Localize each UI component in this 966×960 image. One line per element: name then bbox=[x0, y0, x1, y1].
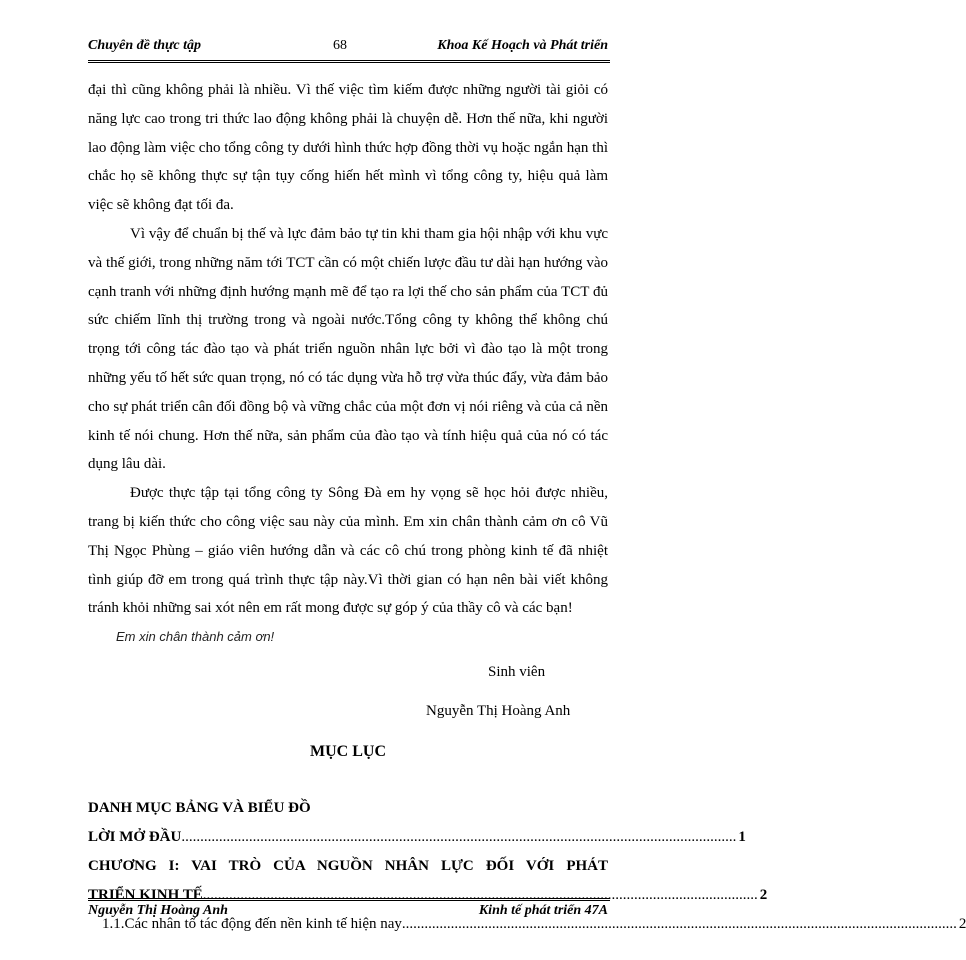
footer-author: Nguyễn Thị Hoàng Anh bbox=[88, 903, 228, 918]
toc-entry-section-1-1[interactable]: 1.1.Các nhân tố tác động đến nền kinh tế hiện nay .................................................................................................................................................... 2 bbox=[88, 910, 608, 939]
toc-heading: MỤC LỤC bbox=[310, 742, 386, 760]
page-body bbox=[88, 76, 966, 938]
toc-leader-dots: .................................................................................................................................................... bbox=[401, 915, 957, 932]
header-document-type: Chuyên đề thực tập bbox=[88, 38, 202, 53]
page-footer bbox=[88, 903, 608, 925]
footer-divider bbox=[88, 898, 610, 901]
header-page-number: 68 bbox=[333, 38, 347, 53]
paragraph-1: đại thì cũng không phải là nhiều. Vì thế việc tìm kiếm được những người tài giỏi có năng lực cao trong tri thức lao động không phải là chuyện dễ. Hơn thế nữa, khi người lao động làm việc cho tổng công ty dưới hình thức hợp đồng thời vụ hoặc ngắn hạn thì chắc họ sẽ không thực sự tận tụy cống hiến hết mình vì tổng công ty, hiệu quả làm việc sẽ không đạt tối đa. bbox=[88, 82, 608, 214]
footer-class: Kinh tế phát triển 47A bbox=[478, 903, 608, 918]
signature-name: Nguyễn Thị Hoàng Anh bbox=[426, 702, 571, 719]
page-header bbox=[88, 38, 608, 62]
toc-page-number: 1 bbox=[738, 829, 746, 846]
thanks-line: Em xin chân thành cảm ơn! bbox=[116, 629, 275, 645]
toc-entry-chapter-1-cont[interactable]: TRIỂN KINH TẾ .................................................................................................................................................... 2 bbox=[88, 881, 608, 910]
toc-leader-dots: .................................................................................................................................................... bbox=[181, 829, 737, 846]
toc-entry-list-of-tables[interactable]: DANH MỤC BẢNG VÀ BIỂU ĐỒ bbox=[88, 800, 311, 817]
toc-entry-chapter-1[interactable]: CHƯƠNG I: VAI TRÒ CỦA NGUỒN NHÂN LỰC ĐỐI VỚI PHÁT bbox=[88, 857, 608, 874]
header-divider bbox=[88, 60, 610, 63]
toc-entry-introduction[interactable]: LỜI MỞ ĐẦU .................................................................................................................................................... 1 bbox=[88, 823, 608, 852]
paragraph-3: Được thực tập tại tổng công ty Sông Đà em hy vọng sẽ học hỏi được nhiều, trang bị kiến thức cho công việc sau này của mình. Em xin chân thành cảm ơn cô Vũ Thị Ngọc Phùng – giáo viên hướng dẫn và các cô chú trong phòng kinh tế đã nhiệt tình giúp đỡ em trong quá trình thực tập này.Vì thời gian có hạn nên bài viết không tránh khỏi những sai xót nên em rất mong được sự góp ý của thầy cô và các bạn! bbox=[88, 485, 608, 617]
toc-page-number: 2 bbox=[958, 915, 966, 932]
paragraph-2: Vì vậy để chuẩn bị thế và lực đảm bảo tự tin khi tham gia hội nhập với khu vực và thế giới, trong những năm tới TCT cần có một chiến lược đầu tư dài hạn hướng vào cạnh tranh với những định hướng mạnh mẽ để tạo ra lợi thế cho sản phẩm của TCT đủ sức chiếm lĩnh thị trường trong và ngoài nước.Tổng công ty không thể không chú trọng tới công tác đào tạo và phát triển nguồn nhân lực bởi vì đào tạo là một trong những yếu tố hết sức quan trọng, nó có tác dụng vừa hỗ trợ vừa thúc đẩy, vừa đảm bảo cho sự phát triển cân đối đồng bộ và vững chắc của một đơn vị nói riêng và của cả nền kinh tế nói chung. Hơn thế nữa, sản phẩm của đào tạo và tính hiệu quả của nó có tác dụng lâu dài. bbox=[88, 225, 608, 473]
toc-page-number: 2 bbox=[759, 886, 768, 903]
toc-leader-dots: .................................................................................................................................................... bbox=[202, 886, 758, 903]
header-department: Khoa Kế Hoạch và Phát triển bbox=[437, 38, 608, 53]
signature-title: Sinh viên bbox=[488, 663, 546, 680]
